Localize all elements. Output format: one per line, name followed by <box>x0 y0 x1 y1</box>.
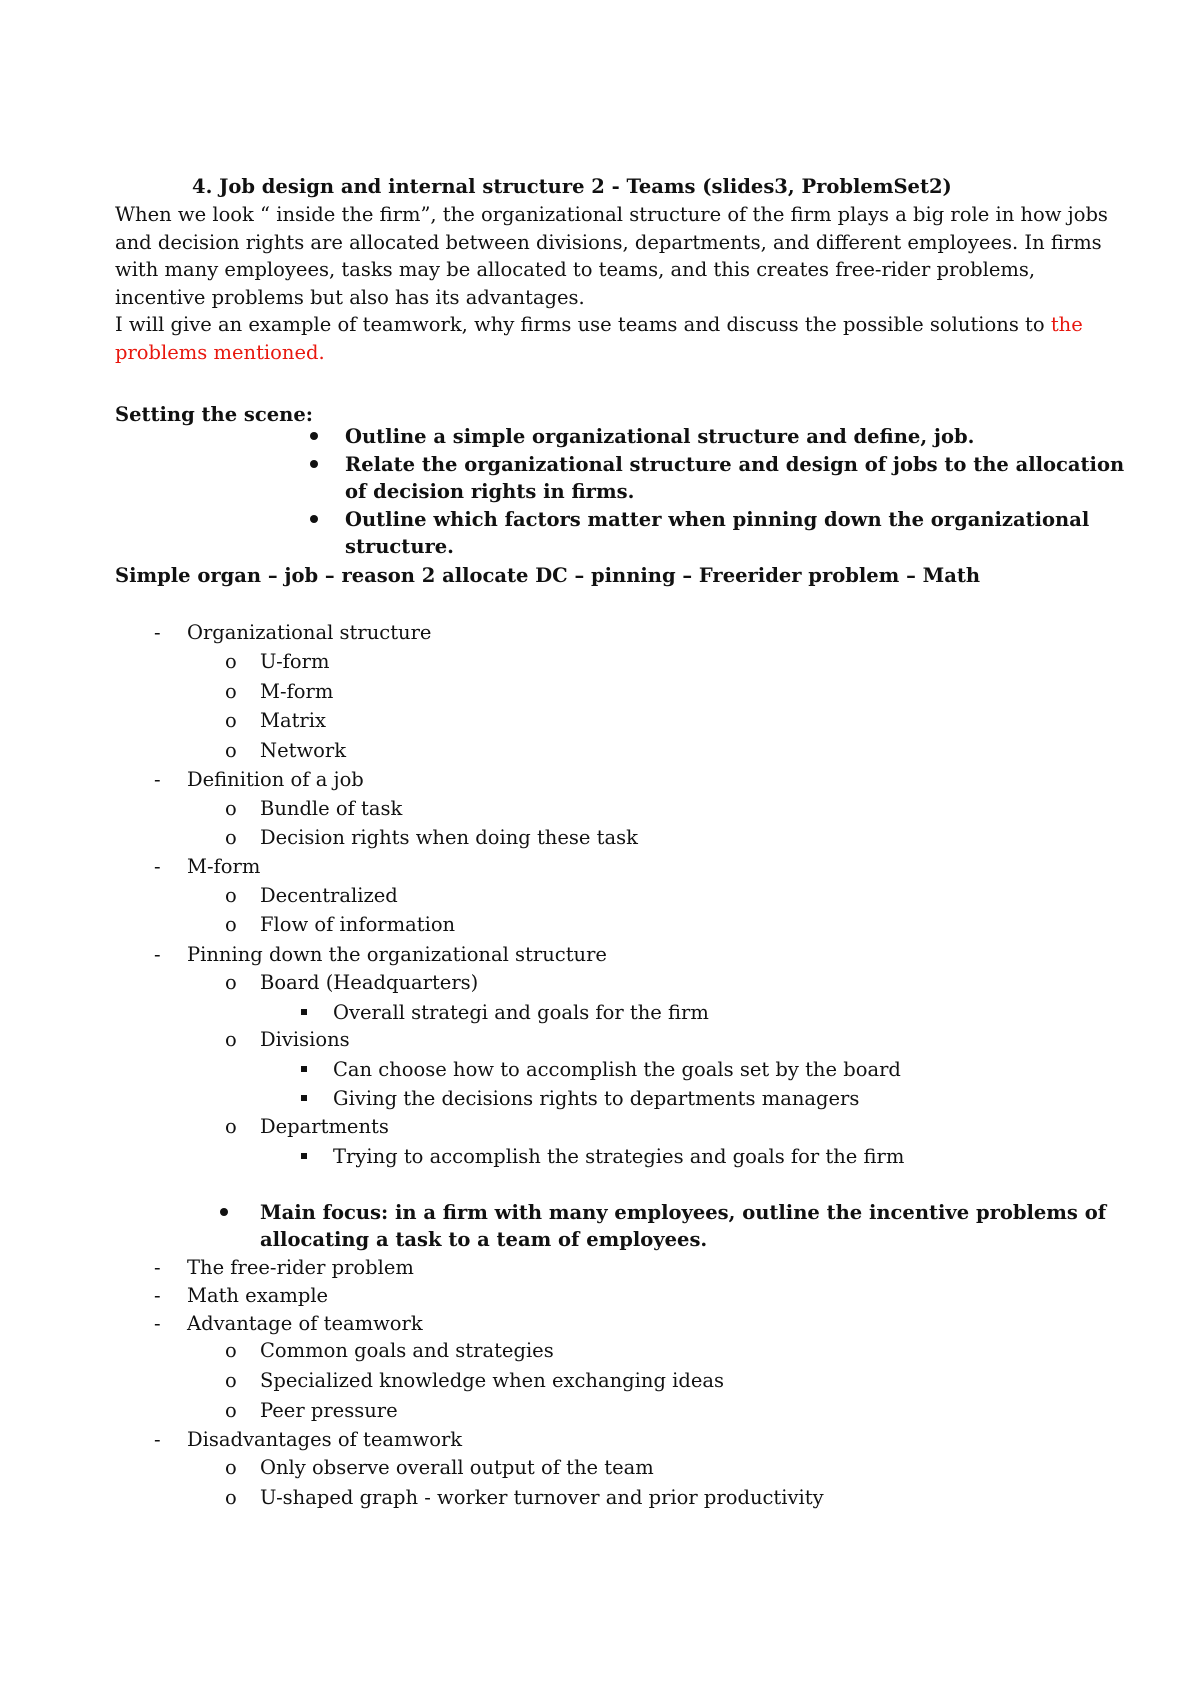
outline-subsubitem: Can choose how to accomplish the goals set by the board <box>333 1058 901 1081</box>
scene-bullet-text: Relate the organizational structure and design of jobs to the allocation <box>345 453 1125 476</box>
dash-marker: - <box>154 621 161 644</box>
outline-subitem: Departments <box>260 1115 389 1138</box>
outline-subitem: Divisions <box>260 1028 350 1051</box>
circle-marker: o <box>225 1399 237 1422</box>
main-focus-text: Main focus: in a firm with many employees, outline the incentive problems of <box>260 1201 1107 1224</box>
scene-bullet-text: Outline which factors matter when pinning down the organizational <box>345 508 1090 531</box>
outline-subitem: Common goals and strategies <box>260 1339 554 1362</box>
circle-marker: o <box>225 1115 237 1138</box>
outline-subitem: Board (Headquarters) <box>260 971 479 994</box>
bullet-dot-icon <box>310 432 318 440</box>
scene-bullet-text: structure. <box>345 535 454 558</box>
circle-marker: o <box>225 826 237 849</box>
outline-subitem: Decision rights when doing these task <box>260 826 638 849</box>
outline-subitem: U-shaped graph - worker turnover and prior productivity <box>260 1486 824 1509</box>
red-highlight-text: the <box>1050 313 1083 336</box>
outline-subsubitem: Trying to accomplish the strategies and goals for the firm <box>333 1145 905 1168</box>
intro-line: When we look “ inside the firm”, the organizational structure of the firm plays a big role in how jobs <box>115 203 1108 226</box>
circle-marker: o <box>225 709 237 732</box>
red-highlight-text: problems mentioned. <box>115 340 325 364</box>
intro-line: and decision rights are allocated between divisions, departments, and different employees. In firms <box>115 230 1102 254</box>
dash-marker: - <box>154 1428 161 1451</box>
circle-marker: o <box>225 650 237 673</box>
outline-item: Advantage of teamwork <box>187 1312 423 1335</box>
dash-marker: - <box>154 768 161 791</box>
bullet-dot-icon <box>310 460 318 468</box>
outline-item: Disadvantages of teamwork <box>187 1428 463 1451</box>
outline-subitem: Bundle of task <box>260 797 403 820</box>
section-heading: 4. Job design and internal structure 2 - Teams (slides3, ProblemSet2) <box>192 175 952 198</box>
outline-subitem: Peer pressure <box>260 1399 398 1422</box>
outline-item: Organizational structure <box>187 621 432 644</box>
outline-subsubitem: Giving the decisions rights to departments managers <box>333 1087 860 1110</box>
circle-marker: o <box>225 971 237 994</box>
circle-marker: o <box>225 739 237 762</box>
intro-paragraph <box>115 201 1115 366</box>
intro-line: incentive problems but also has its advantages. <box>115 285 585 309</box>
circle-marker: o <box>225 797 237 820</box>
square-bullet-icon <box>301 1153 307 1159</box>
intro-example-line-2 <box>115 339 1115 367</box>
intro-example-text: I will give an example of teamwork, why firms use teams and discuss the possible solutions to <box>115 313 1051 336</box>
bullet-dot-icon <box>310 515 318 523</box>
circle-marker: o <box>225 913 237 936</box>
circle-marker: o <box>225 680 237 703</box>
outline-subitem: Only observe overall output of the team <box>260 1456 654 1479</box>
outline-subitem: Matrix <box>260 709 326 732</box>
circle-marker: o <box>225 1028 237 1051</box>
dash-marker: - <box>154 1312 161 1335</box>
outline-item: M-form <box>187 855 261 878</box>
scene-bullet-text: of decision rights in firms. <box>345 480 635 503</box>
bullet-dot-icon <box>220 1208 228 1216</box>
circle-marker: o <box>225 1369 237 1392</box>
dash-marker: - <box>154 855 161 878</box>
summary-line: Simple organ – job – reason 2 allocate DC – pinning – Freerider problem – Math <box>115 564 981 587</box>
dash-marker: - <box>154 1256 161 1279</box>
circle-marker: o <box>225 884 237 907</box>
outline-item: Definition of a job <box>187 768 364 791</box>
scene-bullet-text: Outline a simple organizational structure and define, job. <box>345 425 975 448</box>
outline-item: The free-rider problem <box>187 1256 414 1279</box>
outline-item: Pinning down the organizational structure <box>187 943 607 966</box>
circle-marker: o <box>225 1456 237 1479</box>
outline-subitem: M-form <box>260 680 334 703</box>
outline-item: Math example <box>187 1284 329 1307</box>
square-bullet-icon <box>301 1066 307 1072</box>
outline-subitem: Specialized knowledge when exchanging ideas <box>260 1369 725 1392</box>
outline-subitem: Flow of information <box>260 913 456 936</box>
intro-line: with many employees, tasks may be allocated to teams, and this creates free-rider problems, <box>115 258 1036 281</box>
outline-subitem: Network <box>260 739 347 762</box>
main-focus-text: allocating a task to a team of employees. <box>260 1228 708 1251</box>
circle-marker: o <box>225 1339 237 1362</box>
outline-subitem: U-form <box>260 650 330 673</box>
square-bullet-icon <box>301 1009 307 1015</box>
dash-marker: - <box>154 1284 161 1307</box>
intro-example-line <box>115 311 1115 339</box>
outline-subitem: Decentralized <box>260 884 398 907</box>
dash-marker: - <box>154 943 161 966</box>
square-bullet-icon <box>301 1095 307 1101</box>
circle-marker: o <box>225 1486 237 1509</box>
setting-scene-title: Setting the scene: <box>115 403 313 426</box>
outline-subsubitem: Overall strategi and goals for the firm <box>333 1001 709 1024</box>
